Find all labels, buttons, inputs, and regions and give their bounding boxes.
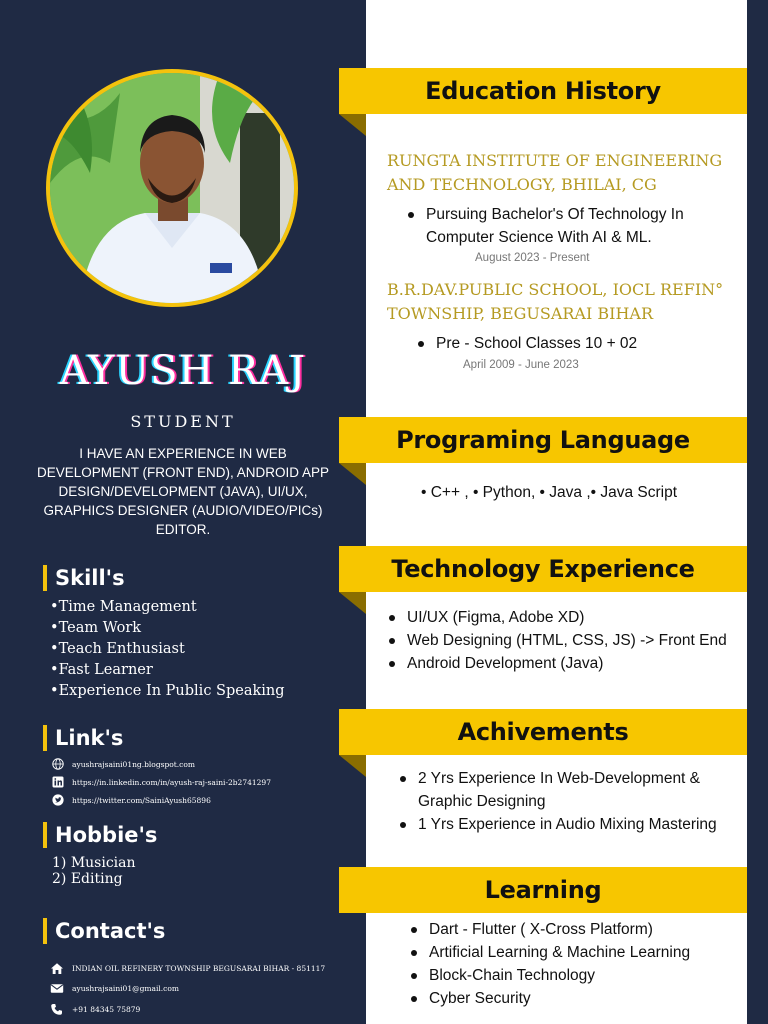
- education-banner: [339, 68, 747, 114]
- school-name: B.R.DAV.PUBLIC SCHOOL, IOCL REFIN° TOWNSHIP, BEGUSARAI BIHAR: [387, 280, 724, 323]
- twitter-icon: [52, 794, 64, 806]
- list-item: Block-Chain Technology: [409, 964, 739, 987]
- achievements-banner: [339, 709, 747, 755]
- list-item: • Fast Learner: [50, 660, 285, 681]
- twitter-link-text: https://twitter.com/SainiAyush65896: [72, 795, 211, 805]
- mail-icon: [50, 982, 64, 995]
- linkedin-link[interactable]: [52, 775, 271, 789]
- education-detail-list: [406, 203, 726, 249]
- achievements-list: [398, 767, 738, 836]
- address-text: INDIAN OIL REFINERY TOWNSHIP BEGUSARAI BIHAR - 851117: [72, 963, 326, 973]
- hobbies-list: [52, 855, 136, 887]
- person-role: STUDENT: [130, 412, 236, 431]
- linkedin-icon: [52, 776, 64, 788]
- twitter-link[interactable]: [52, 793, 211, 807]
- list-item: • Time Management: [50, 597, 285, 618]
- list-item: Android Development (Java): [387, 652, 742, 675]
- list-item: Artificial Learning & Machine Learning: [409, 941, 739, 964]
- list-item: Dart - Flutter ( X-Cross Platform): [409, 918, 739, 941]
- list-item: Cyber Security: [409, 987, 739, 1010]
- technology-list: [387, 606, 742, 675]
- phone-icon: [50, 1003, 64, 1016]
- learning-title: Learning: [484, 876, 602, 904]
- list-item: Pursuing Bachelor's Of Technology In Computer Science With AI & ML.: [406, 203, 726, 249]
- programming-languages: • C++ , • Python, • Java ,• Java Script: [421, 484, 678, 501]
- profile-photo: [46, 69, 298, 307]
- technology-title: Technology Experience: [391, 555, 695, 583]
- contact-phone[interactable]: [50, 1001, 140, 1017]
- banner-fold: [339, 755, 366, 777]
- learning-list: [409, 918, 739, 1010]
- contact-email[interactable]: [50, 980, 179, 996]
- links-heading: Link's: [43, 725, 123, 751]
- list-item: Pre - School Classes 10 + 02: [416, 332, 736, 355]
- banner-fold: [339, 463, 366, 485]
- linkedin-link-text: https://in.linkedin.com/in/ayush-raj-saini-2b2741297: [72, 777, 271, 787]
- blog-link[interactable]: [52, 757, 195, 771]
- education-title: Education History: [425, 77, 661, 105]
- programming-title: Programing Language: [396, 426, 690, 454]
- technology-banner: [339, 546, 747, 592]
- list-item: UI/UX (Figma, Adobe XD): [387, 606, 742, 629]
- list-item: Web Designing (HTML, CSS, JS) -> Front End: [387, 629, 742, 652]
- contact-address: [50, 960, 325, 976]
- education-date: April 2009 - June 2023: [463, 359, 579, 371]
- hobbies-heading: Hobbie's: [43, 822, 157, 848]
- phone-text: +91 84345 75879: [72, 1004, 141, 1014]
- profile-summary: I HAVE AN EXPERIENCE IN WEB DEVELOPMENT (FRONT END), ANDROID APP DESIGN/DEVELOPMENT (JAVA), UI/UX, GRAPHICS DESIGNER (AUDIO/VIDEO/PICs) EDITOR.: [36, 446, 330, 537]
- list-item: • Experience In Public Speaking: [50, 681, 285, 702]
- globe-icon: [52, 758, 64, 770]
- list-item: 1 Yrs Experience in Audio Mixing Mastering: [398, 813, 738, 836]
- banner-fold: [339, 592, 366, 614]
- learning-banner: [339, 867, 747, 913]
- blog-link-text: ayushrajsaini01ng.blogspot.com: [72, 759, 196, 769]
- programming-banner: [339, 417, 747, 463]
- list-item: • Team Work: [50, 618, 285, 639]
- list-item: • Teach Enthusiast: [50, 639, 285, 660]
- skills-list: [50, 597, 285, 702]
- contacts-heading: Contact's: [43, 918, 165, 944]
- person-name: AYUSH RAJ: [59, 348, 307, 394]
- achievements-title: Achivements: [457, 718, 629, 746]
- list-item: 2 Yrs Experience In Web-Development & Graphic Designing: [398, 767, 738, 813]
- right-edge-strip: [747, 0, 768, 1024]
- skills-heading: Skill's: [43, 565, 125, 591]
- education-detail-list: [416, 332, 736, 355]
- education-date: August 2023 - Present: [475, 252, 590, 264]
- list-item: 2) Editing: [52, 871, 123, 887]
- list-item: 1) Musician: [52, 855, 136, 871]
- school-name: RUNGTA INSTITUTE OF ENGINEERING AND TECHNOLOGY, BHILAI, CG: [387, 151, 723, 194]
- banner-fold: [339, 114, 366, 136]
- home-icon: [50, 962, 64, 975]
- email-text: ayushrajsaini01@gmail.com: [72, 983, 179, 993]
